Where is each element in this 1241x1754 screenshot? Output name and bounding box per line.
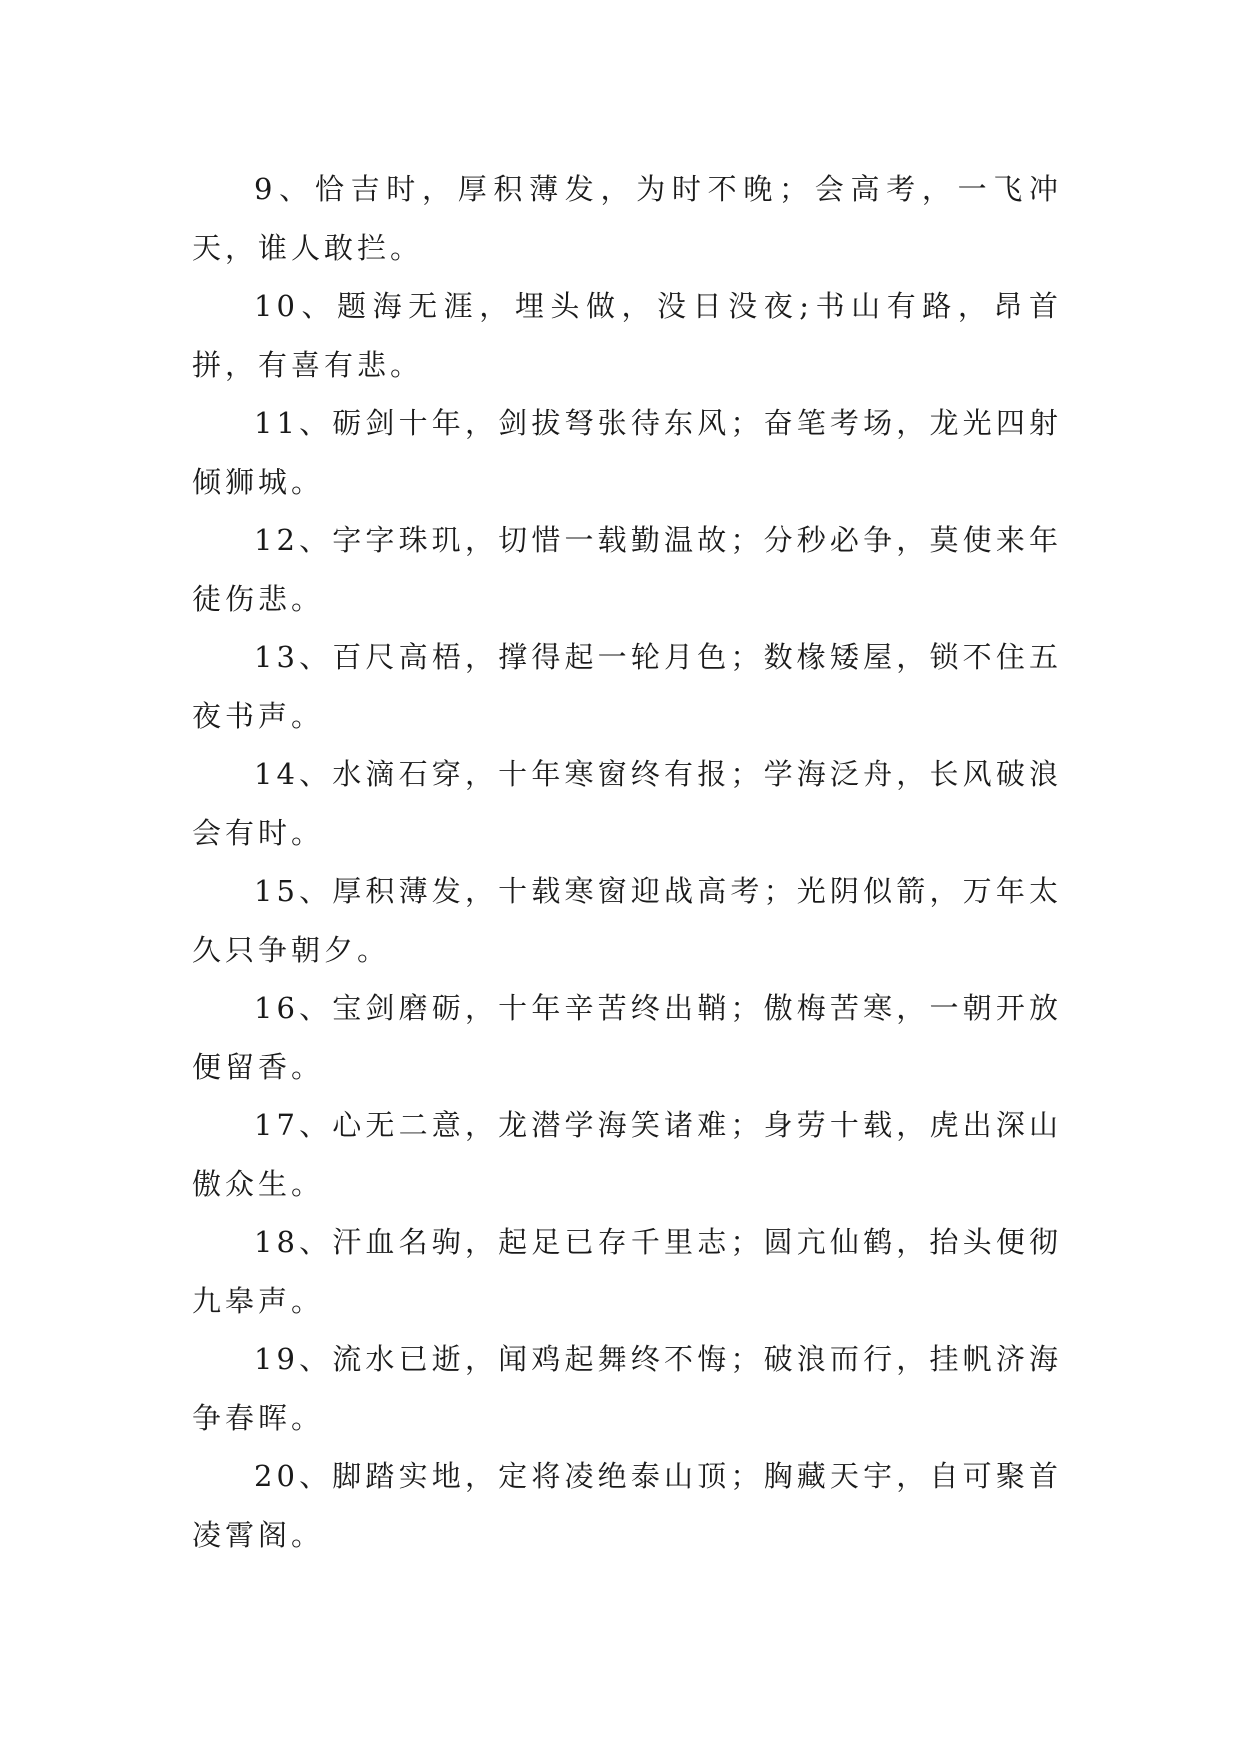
paragraph-19: 19、流水已逝，闻鸡起舞终不悔；破浪而行，挂帆济海争春晖。 [192,1342,1062,1435]
paragraph-9: 9、恰吉时，厚积薄发，为时不晚；会高考，一飞冲天，谁人敢拦。 [192,172,1062,265]
paragraph-17: 17、心无二意，龙潜学海笑诸难；身劳十载，虎出深山傲众生。 [192,1108,1062,1201]
paragraph-15: 15、厚积薄发，十载寒窗迎战高考；光阴似箭，万年太久只争朝夕。 [192,874,1062,967]
paragraph-11: 11、砺剑十年，剑拔弩张待东风；奋笔考场，龙光四射倾狮城。 [192,406,1062,499]
paragraph-12: 12、字字珠玑，切惜一载勤温故；分秒必争，莫使来年徒伤悲。 [192,523,1062,616]
paragraph-20: 20、脚踏实地，定将凌绝泰山顶；胸藏天宇，自可聚首凌霄阁。 [192,1459,1062,1552]
paragraph-16: 16、宝剑磨砺，十年辛苦终出鞘；傲梅苦寒，一朝开放便留香。 [192,991,1062,1084]
paragraph-14: 14、水滴石穿，十年寒窗终有报；学海泛舟，长风破浪会有时。 [192,757,1062,850]
paragraph-13: 13、百尺高梧，撑得起一轮月色；数椽矮屋，锁不住五夜书声。 [192,640,1062,733]
document-body [192,160,1062,1564]
paragraph-10: 10、题海无涯，埋头做，没日没夜;书山有路，昂首拼，有喜有悲。 [192,289,1062,382]
paragraph-18: 18、汗血名驹，起足已存千里志；圆亢仙鹤，抬头便彻九皋声。 [192,1225,1062,1318]
